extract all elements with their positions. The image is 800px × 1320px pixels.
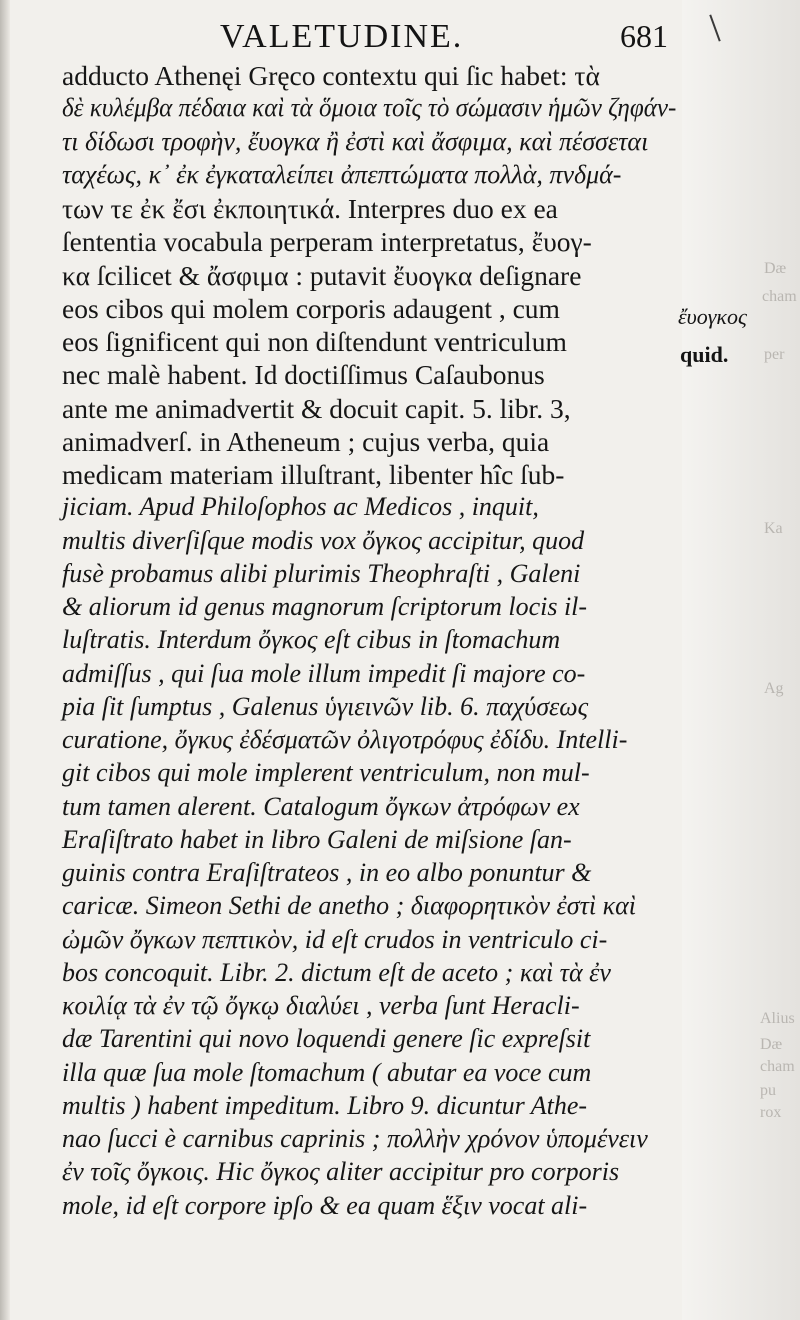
text-line: eos cibos qui molem corporis adaugent , cum (62, 292, 560, 324)
show-through-text: cham (762, 288, 797, 305)
show-through-text: Dæ (764, 260, 787, 277)
text-line: multis diverſiſque modis vox ὄγκος accipitur, quod (62, 525, 585, 555)
text-line: ταχέως, κ᾽ ἐκ ἐγκαταλείπει ἀπεπτώματα πολλὰ, πνδμά- (62, 159, 622, 189)
text-line: curatione, ὄγκυς ἐδέσματῶν ὀλιγοτρόφυς ἐδίδυ. Intelli- (62, 725, 628, 754)
text-line: bos concoquit. Libr. 2. dictum eſt de aceto ; καὶ τὰ ἐν (62, 957, 611, 987)
text-line: & aliorum id genus magnorum ſcriptorum locis il- (62, 592, 588, 621)
text-line: git cibos qui mole implerent ventriculum, non mul- (62, 758, 590, 788)
running-head: VALETUDINE. (220, 18, 464, 55)
show-through-text: per (764, 346, 785, 363)
text-line: illa quæ ſua mole ſtomachum ( abutar ea voce cum (62, 1057, 592, 1087)
page-header (60, 12, 690, 56)
show-through-text: Ka (764, 520, 783, 537)
margin-note-greek: ἔυογκος (678, 304, 747, 329)
text-line: guinis contra Eraſiſtrateos , in eo albo ponuntur & (62, 858, 592, 887)
text-line: medicam materiam illuſtrant, libenter hîc ſub- (62, 459, 565, 490)
text-line: nao ſucci è carnibus caprinis ; πολλὴν χρόνον ὑπομένειν (62, 1124, 648, 1153)
text-line: mole, id eſt corpore ipſo & ea quam ἕξιν vocat ali- (62, 1190, 588, 1220)
text-line: adducto Athenęi Gręco contextu qui ſic habet: τὰ (62, 60, 600, 91)
text-line: κοιλίᾳ τὰ ἐν τῷ ὄγκῳ διαλύει , verba ſunt Heracli- (62, 991, 580, 1020)
text-line: animadverſ. in Atheneum ; cujus verba, quia (62, 425, 550, 457)
text-line: eos ſignificent qui non diſtendunt ventriculum (62, 326, 567, 357)
page-number: 681 (620, 18, 668, 54)
binding-gutter (0, 0, 10, 1320)
show-through-text: Dæ (760, 1036, 783, 1053)
text-line: luſtratis. Interdum ὄγκος eſt cibus in ſtomachum (62, 625, 561, 655)
text-line: των τε ἐκ ἔσι ἐκποιητικά. Interpres duo ex ea (62, 193, 558, 224)
text-line: caricæ. Simeon Sethi de anetho ; διαφορητικὸν ἐστὶ καὶ (62, 891, 636, 921)
text-line: jiciam. Apud Philoſophos ac Medicos , inquit, (62, 492, 539, 522)
text-line: ſententia vocabula perperam interpretatus, ἔυογ- (62, 226, 592, 258)
show-through-text: cham (760, 1058, 795, 1075)
text-line: pia ſit ſumptus , Galenus ὑγιεινῶν lib. 6. παχύσεως (62, 691, 589, 721)
show-through-text: Alius (760, 1010, 795, 1027)
text-line: Eraſiſtrato habet in libro Galeni de miſsione ſan- (62, 824, 572, 854)
text-line: κα ſcilicet & ἄσφιμα : putavit ἔυογκα deſignare (62, 259, 582, 291)
text-line: admiſſus , qui ſua mole illum impedit ſi majore co- (62, 658, 586, 688)
show-through-text: pu (760, 1082, 776, 1099)
text-line: ἐν τοῖς ὄγκοις. Hic ὄγκος aliter accipitur pro corporis (62, 1157, 620, 1187)
show-through-text: Ag (764, 680, 784, 697)
margin-note-quid: quid. (680, 342, 729, 367)
text-line: fusè probamus alibi plurimis Theophraſti , Galeni (62, 558, 581, 588)
text-line: δὲ κυλέμβα πέδαια καὶ τὰ ὅμοια τοῖς τὸ σώμασιν ἡμῶν ζηφάν- (62, 93, 677, 123)
text-line: tum tamen alerent. Catalogum ὄγκων ἀτρόφων ex (62, 791, 580, 821)
text-line: ὠμῶν ὄγκων πεπτικὸν, id eſt crudos in ventriculo ci- (62, 924, 608, 954)
text-line: nec malè habent. Id doctiſſimus Caſaubonus (62, 359, 545, 391)
outer-margin (682, 0, 800, 1320)
text-line: ante me animadvertit & docuit capit. 5. libr. 3, (62, 392, 571, 424)
text-line: multis ) habent impeditum. Libro 9. dicuntur Athe- (62, 1090, 588, 1120)
show-through-text: rox (760, 1104, 782, 1121)
text-line: τι δίδωσι τροφὴν, ἔυογκα ἢ ἐστὶ καὶ ἄσφιμα, καὶ πέσσεται (62, 126, 649, 156)
text-line: dæ Tarentini qui novo loquendi genere ſic expreſsit (62, 1024, 591, 1054)
